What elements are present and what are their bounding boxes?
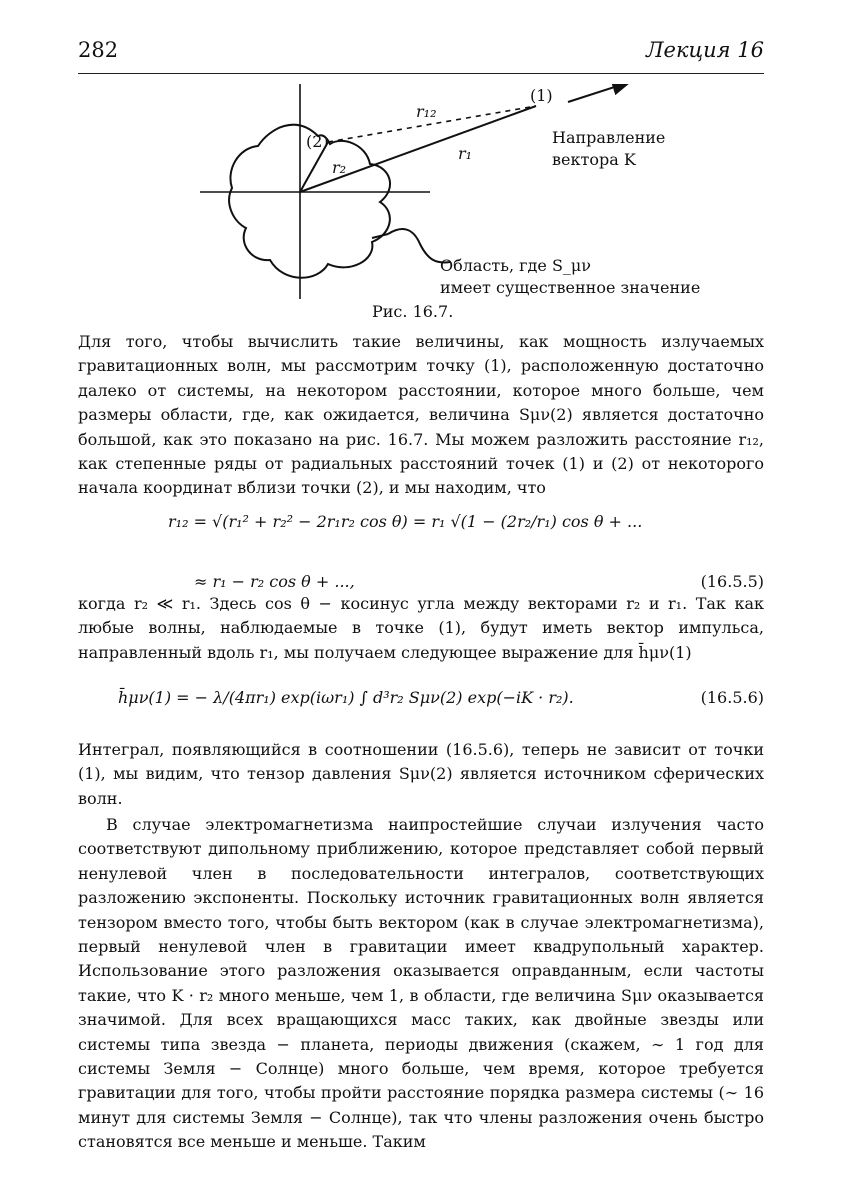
- direction-k-arrow: [568, 84, 630, 102]
- equation-16-5-5-line-1: r₁₂ = √(r₁² + r₂² − 2r₁r₂ cos θ) = r₁ √(1 − (2r₂/r₁) cos θ + ...: [168, 512, 643, 531]
- equation-16-5-5-line-2: ≈ r₁ − r₂ cos θ + ...,: [194, 572, 355, 591]
- label-r12: r₁₂: [416, 102, 437, 121]
- paragraph-1: Для того, чтобы вычислить такие величины, как мощность излучаемых гравитационных волн, мы рассмотрим точку (1), расположенную достаточно далеко от системы, на некотором расстоянии, которое много больше, чем размеры области, где, как ожидается, величина Sμν(2) является достаточно большой, как это показано на рис. 16.7. Мы можем разложить расстояние r₁₂, как степенные ряды от радиальных расстояний точек (1) и (2) от некоторого начала координат вблизи точки (2), и мы находим, что: [78, 332, 764, 498]
- paragraph-2: когда r₂ ≪ r₁. Здесь cos θ − косинус угла между векторами r₂ и r₁. Так как любые волны, наблюдаемые в точке (1), будут иметь вектор импульса, направленный вдоль r₁, мы получаем следующее выражение для h̄μν(1): [78, 594, 764, 662]
- paragraph-2-block: [78, 592, 764, 665]
- paragraph-4-block: [78, 813, 764, 1155]
- label-r2: r₂: [332, 158, 347, 177]
- paragraph-3-block: [78, 738, 764, 811]
- label-region-line-1: Область, где S_μν: [440, 256, 592, 275]
- label-direction-line-1: Направление: [552, 128, 666, 147]
- label-region-line-2: имеет существенное значение: [440, 278, 701, 297]
- figure-caption: Рис. 16.7.: [372, 302, 454, 321]
- paragraph-3: Интеграл, появляющийся в соотношении (16.5.6), теперь не зависит от точки (1), мы видим, что тензор давления Sμν(2) является источником сферических волн.: [78, 740, 764, 808]
- figure-16-7: [200, 84, 740, 304]
- paragraph-4: В случае электромагнетизма наипростейшие случаи излучения часто соответствуют дипольному приближению, которое представляет собой первый ненулевой член в последовательности интегралов, соответствующих разложению экспоненты. Поскольку источник гравитационных волн является тензором вместо того, чтобы быть вектором (как в случае электромагнетизма), первый ненулевой член в гравитации имеет квадрупольный характер. Использование этого разложения оказывается оправданным, если частоты такие, что K · r₂ много меньше, чем 1, в области, где величина Sμν оказывается значимой. Для всех вращающихся масс таких, как двойные звезды или системы типа звезда − планета, периоды движения (скажем, ∼ 1 год для системы Земля − Солнце) много больше, чем время, которое требуется гравитации для того, чтобы пройти расстояние порядка размера системы (∼ 16 минут для системы Земля − Солнце), так что члены разложения очень быстро становятся все меньше и меньше. Таким: [78, 815, 764, 1152]
- equation-16-5-6: h̄μν(1) = − λ/(4πr₁) exp(iωr₁) ∫ d³r₂ Sμν(2) exp(−iK · r₂).: [118, 688, 574, 707]
- label-point-2: (2): [306, 132, 329, 151]
- paragraph-1-block: [78, 330, 764, 501]
- equation-number-16-5-5: (16.5.5): [700, 572, 764, 591]
- header-rule: [78, 73, 764, 74]
- label-point-1: (1): [530, 86, 553, 105]
- label-direction-line-2: вектора K: [552, 150, 636, 169]
- running-title: Лекция 16: [646, 38, 764, 62]
- page-number: 282: [78, 38, 119, 62]
- label-r1: r₁: [458, 144, 473, 163]
- equation-number-16-5-6: (16.5.6): [700, 688, 764, 707]
